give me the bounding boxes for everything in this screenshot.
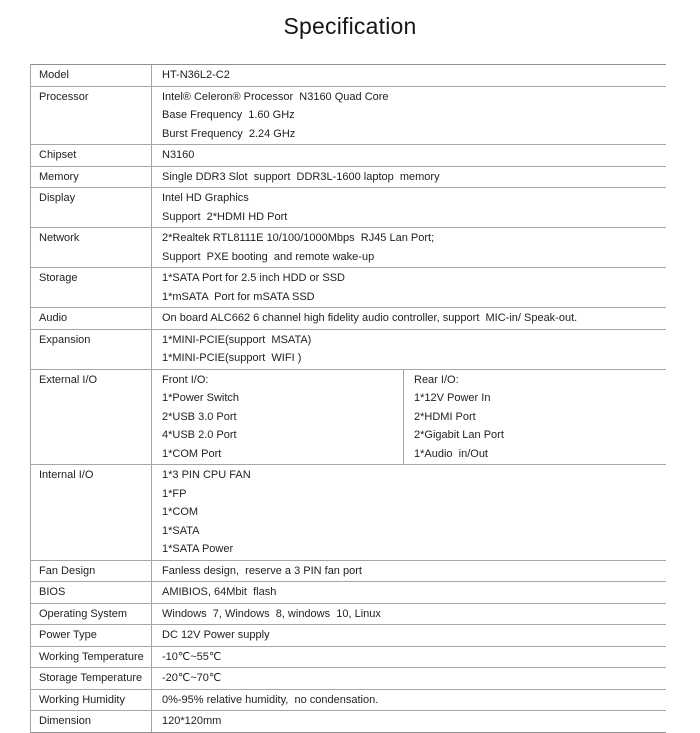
spec-value-line: Burst Frequency 2.24 GHz: [162, 127, 296, 140]
spec-value-line: 2*Realtek RTL8111E 10/100/1000Mbps RJ45 Lan Port;: [162, 232, 435, 244]
spec-value-line: Fanless design, reserve a 3 PIN fan port: [162, 564, 362, 577]
spec-value-line: -20℃~70℃: [162, 672, 222, 684]
table-row: [31, 188, 666, 228]
spec-value-line: N3160: [162, 149, 195, 161]
spec-value-line: Front I/O:: [162, 373, 209, 386]
spec-value-line: Rear I/O:: [414, 373, 459, 386]
spec-value-line: 1*12V Power In: [414, 392, 491, 404]
spec-value: [152, 228, 666, 267]
spec-label: Processor: [31, 87, 152, 145]
spec-value-line: 2*USB 3.0 Port: [162, 410, 237, 423]
spec-value-line: DC 12V Power supply: [162, 629, 270, 641]
table-row: [31, 690, 666, 712]
spec-value-line: 2*HDMI Port: [414, 410, 476, 423]
table-row: [31, 308, 666, 330]
spec-value: [152, 465, 666, 560]
spec-value: [152, 145, 666, 166]
table-row: [31, 465, 666, 561]
specification-table: [30, 64, 666, 733]
spec-label: Expansion: [31, 330, 152, 369]
spec-value-line: AMIBIOS, 64Mbit flash: [162, 586, 277, 598]
table-row: [31, 625, 666, 647]
spec-value-line: 1*SATA Power: [162, 543, 234, 555]
spec-value-line: 1*COM: [162, 506, 199, 518]
spec-label: Model: [31, 65, 152, 86]
spec-label: Dimension: [31, 711, 152, 732]
spec-value-line: Support 2*HDMI HD Port: [162, 210, 288, 223]
spec-value: [152, 582, 666, 603]
spec-label: Internal I/O: [31, 465, 152, 560]
table-row: [31, 145, 666, 167]
spec-value-line: 1*SATA Port for 2.5 inch HDD or SSD: [162, 272, 345, 284]
table-row: [31, 604, 666, 626]
table-row: [31, 582, 666, 604]
spec-value: [152, 65, 666, 86]
table-row: [31, 330, 666, 370]
spec-value: [152, 604, 666, 625]
spec-label: Storage: [31, 268, 152, 307]
spec-value: [152, 308, 666, 329]
spec-value-line: Single DDR3 Slot support DDR3L-1600 laptop memory: [162, 170, 440, 183]
table-row: [31, 711, 666, 732]
spec-value-line: 120*120mm: [162, 715, 222, 727]
spec-label: Audio: [31, 308, 152, 329]
spec-label: Chipset: [31, 145, 152, 166]
spec-label: Fan Design: [31, 561, 152, 582]
table-row: [31, 647, 666, 669]
spec-value-line: Windows 7, Windows 8, windows 10, Linux: [162, 607, 381, 620]
spec-value: [152, 87, 666, 145]
spec-value-line: 4*USB 2.0 Port: [162, 429, 237, 441]
spec-value-line: 1*FP: [162, 487, 187, 500]
spec-value-line: 0%-95% relative humidity, no condensation.: [162, 693, 379, 706]
table-row: [31, 370, 666, 466]
spec-value-line: 1*Audio in/Out: [414, 447, 488, 460]
spec-label: Display: [31, 188, 152, 227]
spec-label: External I/O: [31, 370, 152, 465]
table-row: [31, 668, 666, 690]
spec-label: Network: [31, 228, 152, 267]
spec-value-line: 1*COM Port: [162, 447, 222, 460]
spec-value: [152, 625, 666, 646]
spec-value-line: Base Frequency 1.60 GHz: [162, 109, 295, 121]
spec-value-line: HT-N36L2-C2: [162, 69, 230, 81]
spec-value: [152, 561, 666, 582]
page-title: Specification: [283, 13, 417, 39]
spec-label: Power Type: [31, 625, 152, 646]
spec-value: [152, 330, 666, 369]
spec-label: Memory: [31, 167, 152, 188]
table-row: [31, 167, 666, 189]
spec-label: Storage Temperature: [31, 668, 152, 689]
spec-value-line: 1*MINI-PCIE(support MSATA): [162, 333, 312, 346]
spec-value: [152, 167, 666, 188]
table-row: [31, 268, 666, 308]
spec-label: Working Temperature: [31, 647, 152, 668]
spec-label: Operating System: [31, 604, 152, 625]
spec-value-line: 1*SATA: [162, 524, 200, 537]
spec-value-line: 2*Gigabit Lan Port: [414, 429, 504, 441]
spec-value-line: 1*Power Switch: [162, 392, 240, 404]
table-row: [31, 65, 666, 87]
spec-value-line: On board ALC662 6 channel high fidelity audio controller, support MIC-in/ Speak-out.: [162, 312, 578, 324]
spec-value-line: Support PXE booting and remote wake-up: [162, 250, 375, 263]
spec-value: [152, 711, 666, 732]
spec-value: [152, 268, 666, 307]
spec-label: Working Humidity: [31, 690, 152, 711]
spec-value-line: Intel HD Graphics: [162, 192, 249, 204]
table-row: [31, 87, 666, 146]
table-row: [31, 228, 666, 268]
spec-subcolumn-rear: [404, 370, 666, 465]
spec-value: [152, 370, 666, 465]
table-row: [31, 561, 666, 583]
spec-value-line: -10℃~55℃: [162, 650, 222, 663]
spec-value-line: 1*3 PIN CPU FAN: [162, 469, 251, 481]
spec-value: [152, 188, 666, 227]
spec-label: BIOS: [31, 582, 152, 603]
spec-value-line: Intel® Celeron® Processor N3160 Quad Core: [162, 90, 389, 103]
spec-value-line: 1*mSATA Port for mSATA SSD: [162, 290, 315, 303]
spec-value: [152, 668, 666, 689]
spec-value-line: 1*MINI-PCIE(support WIFI ): [162, 352, 302, 364]
spec-value: [152, 647, 666, 668]
spec-subcolumn-front: [152, 370, 404, 465]
